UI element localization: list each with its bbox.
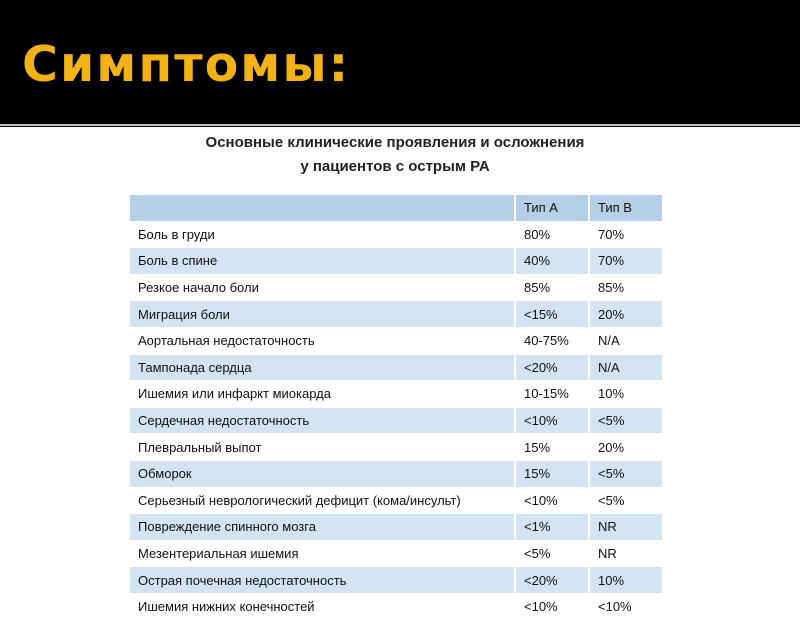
symptom-cell: Боль в груди xyxy=(130,221,515,248)
type-a-cell: <5% xyxy=(515,540,589,567)
type-a-cell: 15% xyxy=(515,460,589,487)
symptom-cell: Тампонада сердца xyxy=(130,354,515,381)
type-a-cell: <20% xyxy=(515,354,589,381)
type-a-cell: 10-15% xyxy=(515,381,589,408)
symptom-cell: Боль в спине xyxy=(130,248,515,275)
symptom-cell: Миграция боли xyxy=(130,301,515,328)
symptom-cell: Резкое начало боли xyxy=(130,274,515,301)
slide-title: Симптомы: xyxy=(22,36,351,93)
symptom-cell: Серьезный неврологический дефицит (кома/инсульт) xyxy=(130,487,515,514)
type-b-cell: NR xyxy=(589,514,662,541)
table-row xyxy=(130,460,662,487)
type-b-cell: 85% xyxy=(589,274,662,301)
type-a-cell: <10% xyxy=(515,593,589,620)
table-heading-line2: у пациентов с острым РА xyxy=(300,158,490,175)
table-row xyxy=(130,354,662,381)
table-row xyxy=(130,540,662,567)
table-row xyxy=(130,381,662,408)
type-a-cell: 15% xyxy=(515,434,589,461)
type-b-cell: NR xyxy=(589,540,662,567)
symptom-cell: Ишемия или инфаркт миокарда xyxy=(130,381,515,408)
type-a-cell: <20% xyxy=(515,567,589,594)
header-cell-type-b: Тип В xyxy=(589,195,662,221)
table-row xyxy=(130,248,662,275)
table-heading xyxy=(130,131,660,179)
table-row xyxy=(130,593,662,620)
symptom-cell: Мезентериальная ишемия xyxy=(130,540,515,567)
title-bar xyxy=(0,0,800,124)
table-row xyxy=(130,514,662,541)
symptom-cell: Ишемия нижних конечностей xyxy=(130,593,515,620)
type-a-cell: 40-75% xyxy=(515,327,589,354)
type-a-cell: 80% xyxy=(515,221,589,248)
type-a-cell: <10% xyxy=(515,487,589,514)
type-b-cell: <5% xyxy=(589,407,662,434)
type-b-cell: <5% xyxy=(589,460,662,487)
type-b-cell: N/A xyxy=(589,327,662,354)
symptom-cell: Обморок xyxy=(130,460,515,487)
type-a-cell: 85% xyxy=(515,274,589,301)
type-b-cell: 10% xyxy=(589,567,662,594)
type-a-cell: <15% xyxy=(515,301,589,328)
table-row xyxy=(130,434,662,461)
table-header-row xyxy=(130,195,662,221)
table-row xyxy=(130,567,662,594)
type-b-cell: N/A xyxy=(589,354,662,381)
table-row xyxy=(130,274,662,301)
header-cell-symptom xyxy=(130,195,515,221)
type-b-cell: 70% xyxy=(589,248,662,275)
table-row xyxy=(130,221,662,248)
type-b-cell: 70% xyxy=(589,221,662,248)
type-b-cell: 10% xyxy=(589,381,662,408)
symptom-cell: Повреждение спинного мозга xyxy=(130,514,515,541)
symptom-cell: Сердечная недостаточность xyxy=(130,407,515,434)
table-row xyxy=(130,301,662,328)
symptom-cell: Острая почечная недостаточность xyxy=(130,567,515,594)
type-a-cell: 40% xyxy=(515,248,589,275)
type-b-cell: <5% xyxy=(589,487,662,514)
header-cell-type-a: Тип А xyxy=(515,195,589,221)
type-a-cell: <10% xyxy=(515,407,589,434)
title-divider-shadow xyxy=(0,126,800,127)
symptoms-table xyxy=(130,195,662,621)
table-row xyxy=(130,407,662,434)
table-heading-line1: Основные клинические проявления и осложнения xyxy=(205,134,585,151)
type-a-cell: <1% xyxy=(515,514,589,541)
type-b-cell: 20% xyxy=(589,434,662,461)
table-row xyxy=(130,487,662,514)
table-row xyxy=(130,327,662,354)
type-b-cell: 20% xyxy=(589,301,662,328)
type-b-cell: <10% xyxy=(589,593,662,620)
symptom-cell: Аортальная недостаточность xyxy=(130,327,515,354)
symptom-cell: Плевральный выпот xyxy=(130,434,515,461)
